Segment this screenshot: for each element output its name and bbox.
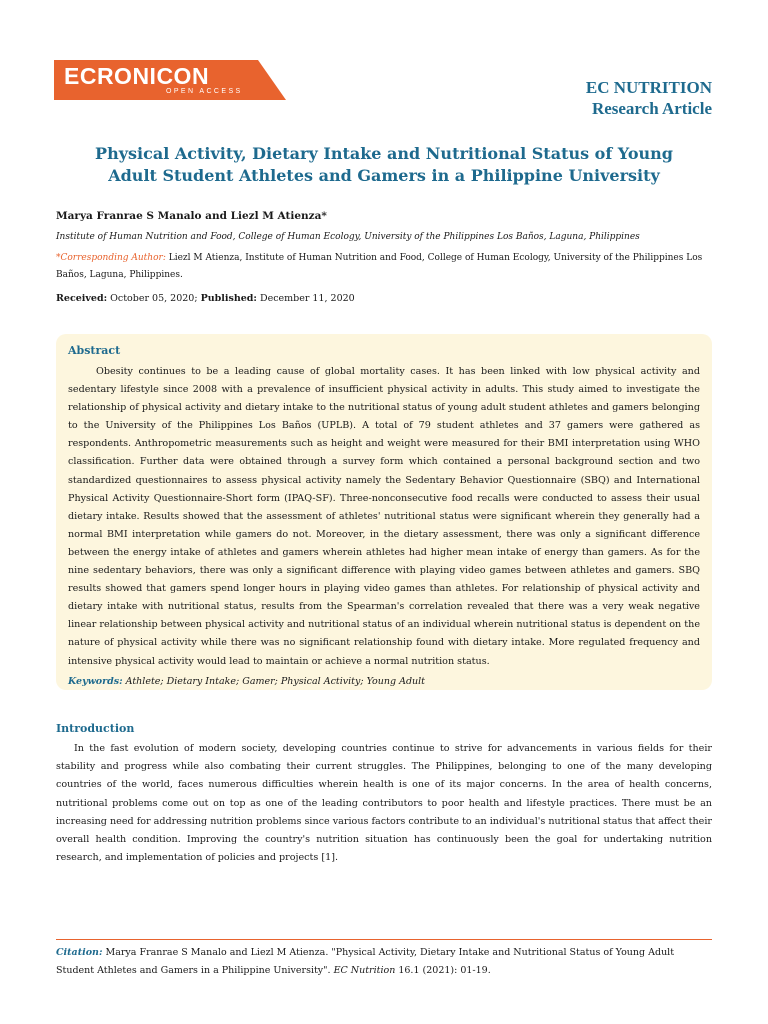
introduction-body: In the fast evolution of modern society, developing countries continue to strive for advancements in various fields for their stability and progress while also combating their current struggles. The Philippines, belonging to one of the many developing countries of the world, faces numerous difficulties wherein health is one of its major concerns. In the area of health concerns, nutritional problems come out on top as one of the leading contributors to poor health and lifestyle practices. There must be an increasing need for addressing nutrition problems since various factors contribute to an individual's nutritional status that affect their overall health condition. Improving the country's nutrition situation has continuously been the goal for undertaking nutrition research, and implementation of policies and projects [1]. [56, 743, 712, 864]
title-line-1: Physical Activity, Dietary Intake and Nutritional Status of Young [95, 144, 673, 163]
journal-logo [54, 60, 286, 100]
received-label: Received: [56, 293, 108, 304]
corresponding-author-text: Liezl M Atienza, Institute of Human Nutrition and Food, College of Human Ecology, University of the Philippines Los Baños, Laguna, Philippines. [56, 253, 703, 280]
author-list: Marya Franrae S Manalo and Liezl M Atienza* [56, 210, 327, 222]
article-dates [56, 290, 714, 307]
citation-tail: 16.1 (2021): 01-19. [395, 965, 491, 976]
citation-journal: EC Nutrition [333, 965, 396, 976]
footer-divider [56, 939, 712, 940]
published-label: Published: [200, 293, 257, 304]
published-date: December 11, 2020 [256, 293, 355, 304]
keywords-list: Athlete; Dietary Intake; Gamer; Physical Activity; Young Adult [122, 675, 425, 687]
title-line-2: Adult Student Athletes and Gamers in a Philippine University [108, 166, 660, 185]
keywords [68, 673, 700, 691]
corresponding-author-label: *Corresponding Author: [56, 253, 166, 263]
citation-label: Citation: [56, 947, 103, 958]
logo-subtext: OPEN ACCESS [166, 88, 243, 95]
corresponding-author [56, 250, 714, 284]
keywords-label: Keywords: [68, 675, 123, 687]
journal-header [586, 78, 712, 120]
introduction-heading: Introduction [56, 722, 135, 735]
abstract-body: Obesity continues to be a leading cause of global mortality cases. It has been linked with low physical activity and sedentary lifestyle since 2008 with a prevalence of insufficient physical activity in adults. This study aimed to investigate the relationship of physical activity and dietary intake to the nutritional status of young adult student athletes and gamers belonging to the University of the Philippines Los Baños (UPLB). A total of 79 student athletes and 37 gamers were gathered as respondents. Anthropometric measurements such as height and weight were measured for their BMI interpretation using WHO classification. Further data were obtained through a survey form which contained a personal background section and two standardized questionnaires to assess physical activity namely the Sedentary Behavior Questionnaire (SBQ) and International Physical Activity Questionnaire-Short form (IPAQ-SF). Three-nonconsecutive food recalls were conducted to assess their usual dietary intake. Results showed that the assessment of athletes' nutritional status were significant wherein they generally had a normal BMI interpretation while gamers do not. Moreover, in the dietary assessment, there was only a significant difference between the energy intake of athletes and gamers wherein athletes had higher mean intake of energy than gamers. As for the nine sedentary behaviors, there was only a significant difference with playing video games between athletes and gamers. SBQ results showed that gamers spend longer hours in playing video games than athletes. For relationship of physical activity and dietary intake with nutritional status, results from the Spearman's correlation revealed that there was a very weak negative linear relationship between physical activity and nutritional status of an individual wherein nutritional status is dependent on the nature of physical activity while there was no significant relationship found with dietary intake. More regulated frequency and intensive physical activity would lead to maintain or achieve a normal nutrition status. [68, 366, 700, 667]
abstract-heading: Abstract [68, 344, 121, 357]
article-title [60, 143, 708, 187]
affiliation: Institute of Human Nutrition and Food, College of Human Ecology, University of the Philippines Los Baños, Laguna, Philippines [56, 232, 640, 242]
introduction-section [56, 720, 712, 867]
citation-text: Marya Franrae S Manalo and Liezl M Atienza. "Physical Activity, Dietary Intake and Nutritional Status of Young Adult Student Athletes and Gamers in a Philippine University". [56, 947, 675, 976]
citation-footer [56, 944, 712, 980]
received-date: October 05, 2020; [107, 293, 201, 304]
journal-name: EC NUTRITION [585, 78, 712, 97]
article-type: Research Article [591, 99, 712, 118]
logo-text: ECRONICON [64, 63, 210, 89]
abstract-box [56, 334, 712, 690]
